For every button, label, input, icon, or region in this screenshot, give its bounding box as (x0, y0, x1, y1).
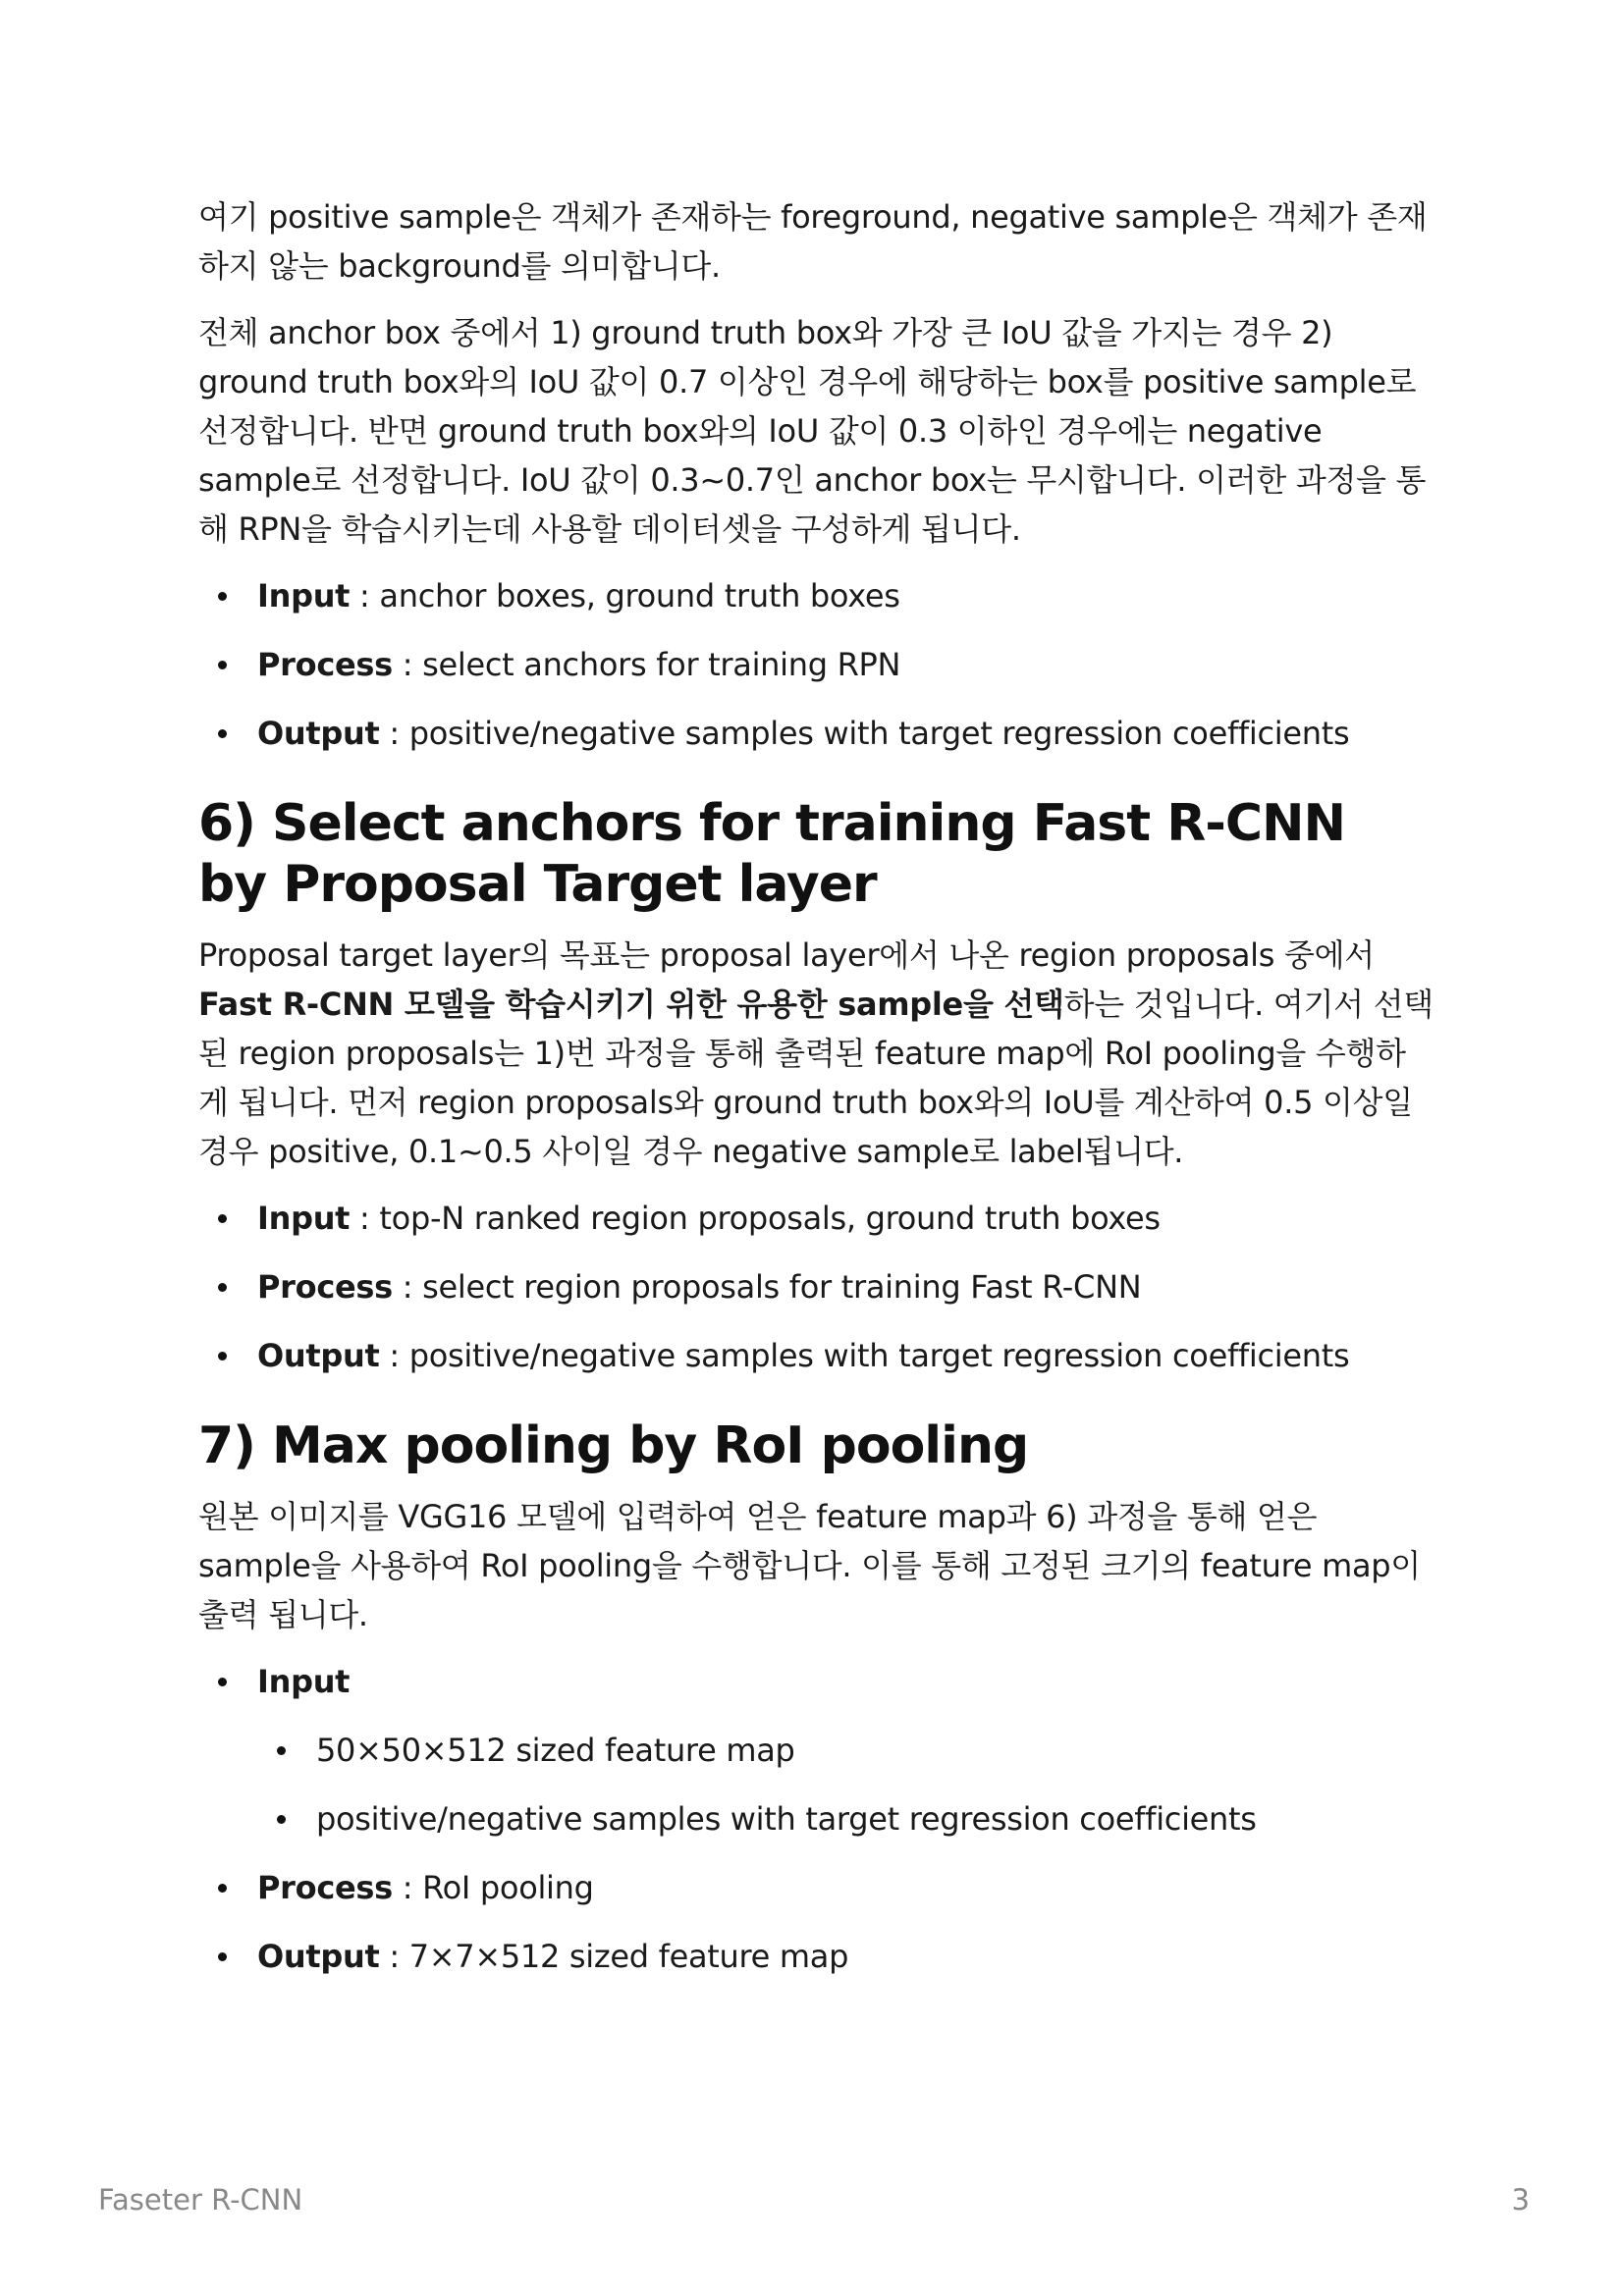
bullet-label: Process (257, 646, 393, 683)
bullet-text: : select region proposals for training Fast R-CNN (392, 1268, 1142, 1306)
footer-document-title: Faseter R-CNN (98, 2183, 303, 2216)
bullet-text: : top-N ranked region proposals, ground truth boxes (350, 1200, 1161, 1237)
section-6-paragraph (198, 931, 1435, 1176)
section-6-bullet-list (198, 1194, 1435, 1380)
section-7-heading: 7) Max pooling by RoI pooling (198, 1416, 1029, 1475)
document-body (198, 192, 1435, 2001)
bullet-text: : positive/negative samples with target regression coefficients (379, 1337, 1350, 1374)
intro-bullet-list (198, 571, 1435, 758)
list-item (198, 1194, 1435, 1243)
bullet-label: Output (257, 715, 380, 752)
bullet-label: Output (257, 1337, 380, 1374)
bullet-text: : RoI pooling (392, 1869, 594, 1906)
section-6-heading (198, 793, 1435, 915)
bullet-text: : select anchors for training RPN (392, 646, 901, 683)
bullet-label: Input (257, 577, 351, 614)
footer-page-number: 3 (1511, 2183, 1530, 2216)
section-7-bullet-list (198, 1657, 1435, 1981)
bullet-label: Input (257, 1663, 351, 1700)
list-item (198, 1262, 1435, 1311)
list-item (198, 709, 1435, 758)
sub-list-item: positive/negative samples with target regression coefficients (257, 1794, 1435, 1843)
input-sub-list (257, 1726, 1435, 1843)
section-6-text-end: 하는 것입니다. 여기서 선택된 region proposals는 1)번 과정을 통해 출력된 feature map에 RoI pooling을 수행하게 됩니다. 먼저 region proposals와 ground truth box와의 IoU를 계산하여 0.5 이상일 경우 positive, 0.1~0.5 사이일 경우 negative sample로 label됩니다. (198, 986, 1434, 1170)
bullet-text: : positive/negative samples with target regression coefficients (379, 715, 1350, 752)
bullet-text: : 7×7×512 sized feature map (379, 1938, 849, 1975)
bullet-text: : anchor boxes, ground truth boxes (350, 577, 900, 614)
list-item (198, 640, 1435, 689)
list-item (198, 1331, 1435, 1380)
section-6-emphasis: Fast R-CNN 모델을 학습시키기 위한 유용한 sample을 선택 (198, 986, 1064, 1023)
bullet-label: Output (257, 1938, 380, 1975)
list-item (198, 1932, 1435, 1981)
bullet-label: Input (257, 1200, 351, 1237)
bullet-label: Process (257, 1268, 393, 1306)
list-item (198, 1863, 1435, 1912)
intro-paragraph-1: 여기 positive sample은 객체가 존재하는 foreground, negative sample은 객체가 존재하지 않는 background를 의미합니다. (198, 198, 1428, 285)
section-6-heading-line-2: by Proposal Target layer (198, 855, 877, 914)
intro-paragraph-2: 전체 anchor box 중에서 1) ground truth box와 가장 큰 IoU 값을 가지는 경우 2) ground truth box와의 IoU 값이 0.7 이상인 경우에 해당하는 box를 positive sample로 선정합니다. 반면 ground truth box와의 IoU 값이 0.3 이하인 경우에는 negative sample로 선정합니다. IoU 값이 0.3~0.7인 anchor box는 무시합니다. 이러한 과정을 통해 RPN을 학습시키는데 사용할 데이터셋을 구성하게 됩니다. (198, 314, 1427, 548)
bullet-label: Process (257, 1869, 393, 1906)
sub-list-item: 50×50×512 sized feature map (257, 1726, 1435, 1775)
section-6-text-start: Proposal target layer의 목표는 proposal layer에서 나온 region proposals 중에서 (198, 936, 1375, 974)
list-item (198, 571, 1435, 620)
list-item (198, 1657, 1435, 1843)
section-6-heading-line-1: 6) Select anchors for training Fast R-CNN (198, 794, 1346, 853)
section-7-paragraph: 원본 이미지를 VGG16 모델에 입력하여 얻은 feature map과 6) 과정을 통해 얻은 sample을 사용하여 RoI pooling을 수행합니다. 이를 통해 고정된 크기의 feature map이 출력 됩니다. (198, 1498, 1421, 1633)
